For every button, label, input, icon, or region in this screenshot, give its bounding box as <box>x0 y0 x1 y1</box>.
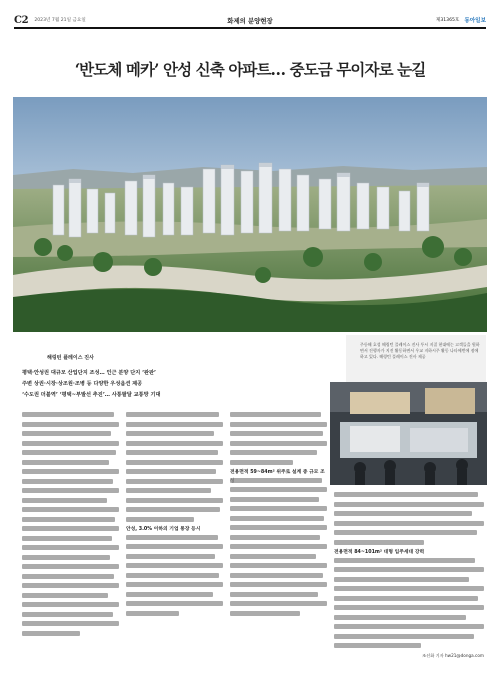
body-text-line <box>22 498 107 503</box>
body-text-line <box>334 596 478 601</box>
caption-box <box>346 335 486 387</box>
body-text-line <box>22 469 119 474</box>
body-text-line <box>22 526 119 531</box>
body-text-line <box>22 564 119 569</box>
body-text-line <box>22 422 119 427</box>
body-text-line <box>126 460 223 465</box>
body-text-line <box>334 521 484 526</box>
body-text-line <box>126 554 215 559</box>
body-text-line <box>126 412 219 417</box>
inline-subhead-3: 전용면적 84~101m² 대형 입주세대 강력 <box>334 550 425 555</box>
body-text-line <box>22 545 119 550</box>
body-text-line <box>230 441 327 446</box>
body-text-line <box>22 574 114 579</box>
subheadlines <box>22 368 322 401</box>
body-text-line <box>22 488 119 493</box>
body-text-line <box>230 450 317 455</box>
body-text-line <box>22 460 109 465</box>
body-text-line <box>334 540 424 545</box>
body-text-line <box>22 517 115 522</box>
body-text-line <box>126 563 223 568</box>
body-text-line <box>230 422 327 427</box>
body-text-line <box>22 621 119 626</box>
aerial-rendering-photo <box>13 97 487 332</box>
body-text-line <box>22 479 113 484</box>
body-text-line <box>126 469 216 474</box>
body-text-line <box>22 412 114 417</box>
inline-subhead-2: 전용면적 59~84m² 위주로 설계 중 규모 조 <box>230 470 325 475</box>
body-text-line <box>22 602 119 607</box>
body-text-line <box>126 479 223 484</box>
subheadline-3: ‘수도권 더블역’ ‘평택~부발선 추진’… 사통팔달 교통망 기대 <box>22 392 161 398</box>
page-number: C2 <box>14 14 29 26</box>
body-text-line <box>230 478 322 483</box>
body-text-line <box>334 615 466 620</box>
body-text-line <box>230 563 327 568</box>
body-text-line <box>230 506 327 511</box>
body-text-line <box>126 573 219 578</box>
body-text-line <box>230 460 293 465</box>
paper-logo: 동아일보 <box>464 18 486 24</box>
body-text-line <box>22 507 119 512</box>
section-title: 화제의 분양현장 <box>227 16 273 25</box>
body-text-line <box>126 601 223 606</box>
body-text-line <box>126 488 211 493</box>
photo-caption: 주등해 호성 해링턴 플레이스 진사 투시 지질 현대에는 고객들을 원하면서 진행자가 지진 활동하면서 우교 지하시주 활동 나타에번에 점에하고 있다. 해링턴 플레이스 진사 제공 <box>360 342 480 359</box>
byline-bar <box>47 354 94 361</box>
body-text-line <box>334 567 484 572</box>
body-text-line <box>230 544 327 549</box>
body-text-line <box>334 605 484 610</box>
body-text-line <box>230 431 323 436</box>
body-text-line <box>22 593 108 598</box>
body-text-line <box>230 497 319 502</box>
masthead <box>14 13 486 27</box>
body-text-line <box>126 422 223 427</box>
body-text-line <box>334 634 474 639</box>
headline: ‘반도체 메카’ 안성 신축 아파트… 중도금 무이자로 눈길 <box>74 60 426 79</box>
body-text-line <box>334 624 484 629</box>
body-text-line <box>126 611 179 616</box>
body-text-line <box>22 431 111 436</box>
body-text-line <box>230 516 324 521</box>
body-text-line <box>22 450 116 455</box>
body-text-line <box>126 498 223 503</box>
body-column-2 <box>126 412 223 620</box>
body-text-line <box>126 450 218 455</box>
body-text-line <box>22 631 80 636</box>
body-text-line <box>126 441 223 446</box>
masthead-rule <box>14 27 486 29</box>
body-text-line <box>334 530 477 535</box>
body-column-4 <box>334 492 484 659</box>
body-text-line <box>334 643 421 648</box>
body-text-line <box>126 582 223 587</box>
body-text-line <box>230 592 318 597</box>
body-text-line <box>22 536 112 541</box>
body-text-line <box>230 535 320 540</box>
body-text-line <box>334 511 472 516</box>
body-text-line <box>230 573 323 578</box>
reporter-credit: 조선화 기자 hw21@donga.com <box>422 652 484 658</box>
body-text-line <box>230 554 316 559</box>
body-text-line <box>230 412 321 417</box>
body-text-line <box>22 612 113 617</box>
edition-number: 제31365호 <box>435 18 460 23</box>
issue-date: 2023년 7월 21일 금요일 <box>34 18 86 23</box>
body-text-line <box>334 492 478 497</box>
body-column-3 <box>230 412 327 620</box>
model-house-photo <box>330 382 487 485</box>
body-text-line <box>230 487 327 492</box>
body-text-line <box>126 544 223 549</box>
body-text-line <box>126 517 194 522</box>
subheadline-1: 평택·안성권 대규모 산업단지 조성… 인근 분양 단지 ‘완판’ <box>22 370 156 376</box>
body-text-line <box>334 586 484 591</box>
body-text-line <box>334 577 469 582</box>
body-text-line <box>230 611 300 616</box>
body-text-line <box>334 558 475 563</box>
body-text-line <box>126 535 218 540</box>
project-name: 해링턴 플레이스 진사 <box>47 355 94 361</box>
body-text-line <box>126 592 213 597</box>
body-text-line <box>22 583 119 588</box>
body-text-line <box>230 525 327 530</box>
body-text-line <box>22 555 110 560</box>
body-text-line <box>230 601 327 606</box>
subheadline-2: 주변 상권·시장·상조원·조병 등 다양한 우성옵션 제공 <box>22 381 143 387</box>
inline-subhead-1: 안성, 3.0% 이하의 기업 통장 등시 <box>126 527 201 532</box>
body-text-line <box>230 582 327 587</box>
body-text-line <box>126 431 214 436</box>
body-column-1 <box>22 412 119 640</box>
body-text-line <box>22 441 119 446</box>
body-text-line <box>126 507 220 512</box>
body-text-line <box>334 502 484 507</box>
